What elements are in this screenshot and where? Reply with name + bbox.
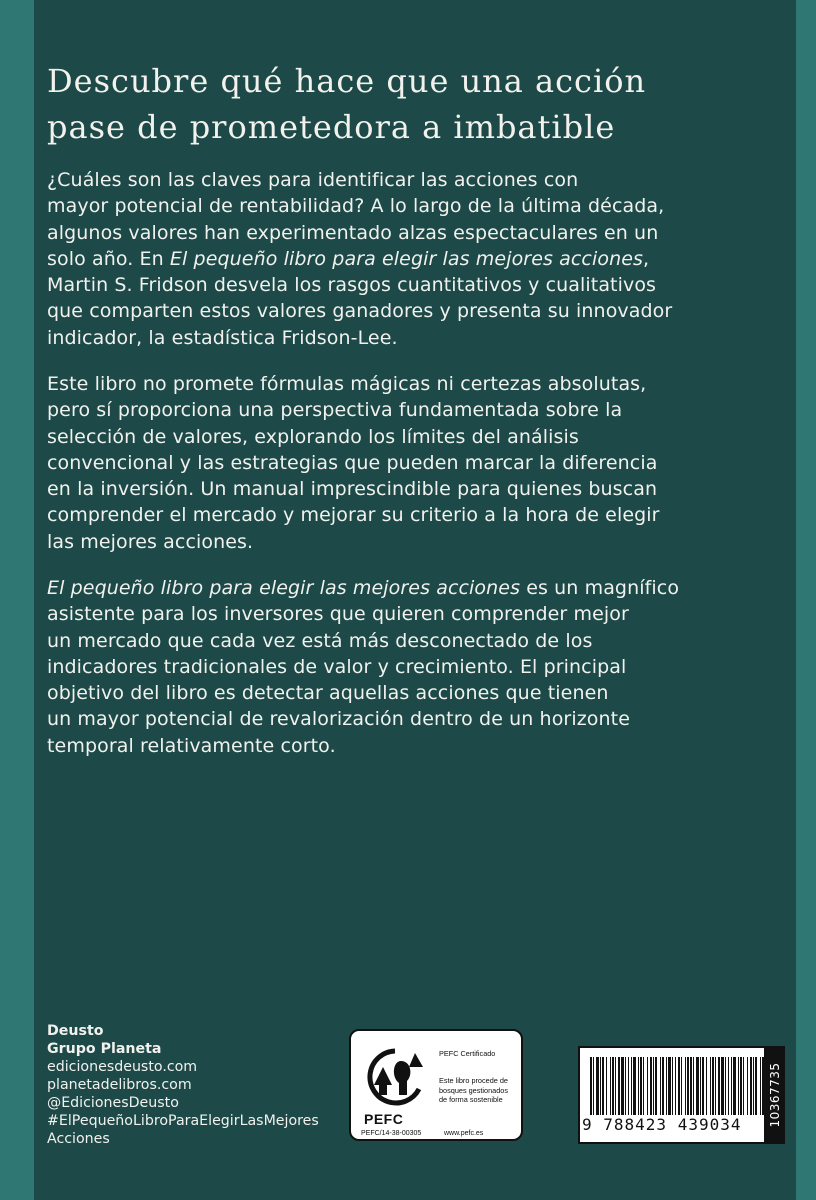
barcode-bar [718, 1057, 720, 1115]
barcode-bar [593, 1057, 594, 1115]
publisher-website: edicionesdeusto.com [47, 1059, 198, 1075]
internal-code: 10367735 [767, 1062, 782, 1128]
publisher-social-handle: @EdicionesDeusto [47, 1095, 179, 1111]
blurb-paragraph-3 [47, 575, 782, 759]
barcode-bar [731, 1057, 732, 1115]
barcode-bar [728, 1057, 729, 1115]
publisher-hashtag-cont: Acciones [47, 1131, 110, 1147]
blurb-line: que comparten estos valores ganadores y presenta su innovador [47, 300, 673, 323]
pefc-desc-line: Este libro procede de [439, 1076, 508, 1085]
publisher-group: Grupo Planeta [47, 1041, 162, 1057]
barcode-bar [650, 1057, 652, 1115]
barcode-bar [733, 1057, 736, 1115]
book-title-italic: El pequeño libro para elegir las mejores acciones [47, 577, 521, 599]
barcode-bar [747, 1057, 748, 1115]
blurb-line [47, 575, 782, 601]
barcode-bar [666, 1057, 667, 1115]
barcode-bar [668, 1057, 671, 1115]
barcode-bar [653, 1057, 654, 1115]
headline-line: pase de prometedora a imbatible [47, 108, 616, 146]
barcode-bar [612, 1057, 614, 1115]
barcode-bar [743, 1057, 744, 1115]
barcode-bar [615, 1057, 616, 1115]
blurb-line: temporal relativamente corto. [47, 734, 336, 757]
isbn-number: 9 788423 439034 [582, 1115, 742, 1134]
blurb-line: mayor potencial de rentabilidad? A lo largo de la última década, [47, 195, 665, 218]
barcode-bar [712, 1057, 714, 1115]
barcode-bar [640, 1057, 642, 1115]
barcode-bar [725, 1057, 726, 1115]
blurb-line: algunos valores han experimentado alzas espectaculares en un [47, 221, 659, 244]
pefc-tree-icon [365, 1045, 425, 1109]
barcode-bar [672, 1057, 673, 1115]
barcode-bar [681, 1057, 682, 1115]
barcode-bar [647, 1057, 648, 1115]
barcode-bar [690, 1057, 692, 1115]
barcode-bar [655, 1057, 657, 1115]
blurb-paragraph-2 [47, 371, 782, 555]
publisher-website: planetadelibros.com [47, 1077, 192, 1093]
barcode-bar [738, 1057, 739, 1115]
barcode-bar [687, 1057, 689, 1115]
blurb-line: un mercado que cada vez está más desconectado de los [47, 629, 593, 652]
isbn-barcode [578, 1046, 785, 1144]
pefc-license-code: PEFC/14-38-00305 [361, 1130, 422, 1137]
barcode-bar [628, 1057, 629, 1115]
blurb-paragraph-1 [47, 167, 782, 351]
blurb-line: convencional y las estrategias que pueden marcar la diferencia [47, 451, 658, 474]
blurb-line [47, 246, 782, 272]
barcode-bar [621, 1057, 624, 1115]
barcode-bar [706, 1057, 707, 1115]
blurb-line: comprender el mercado y mejorar su criterio a la hora de elegir [47, 504, 660, 527]
barcode-bar [750, 1057, 752, 1115]
barcode-bar [633, 1057, 636, 1115]
barcode-bar [631, 1057, 632, 1115]
pefc-logo-text: PEFC [364, 1111, 404, 1127]
pefc-desc-line: bosques gestionados [439, 1085, 508, 1095]
publisher-info [47, 1022, 319, 1148]
barcode-bar [753, 1057, 754, 1115]
publisher-name: Deusto [47, 1023, 104, 1039]
blurb-line: Martin S. Fridson desvela los rasgos cuantitativos y cualitativos [47, 274, 657, 297]
internal-code-strip [764, 1046, 785, 1144]
barcode-bar [702, 1057, 704, 1115]
blurb-line: en la inversión. Un manual imprescindible para quienes buscan [47, 478, 658, 501]
blurb-text: solo año. En [47, 247, 170, 270]
pefc-url: www.pefc.es [444, 1130, 484, 1137]
barcode-bar [740, 1057, 742, 1115]
barcode-bar [625, 1057, 626, 1115]
blurb-line: asistente para los inversores que quieren comprender mejor [47, 603, 629, 626]
barcode-bar [618, 1057, 620, 1115]
barcode-bar [606, 1057, 607, 1115]
pefc-certified-label: PEFC Certificado [439, 1049, 496, 1058]
barcode-bar [643, 1057, 644, 1115]
headline-line: Descubre qué hace que una acción [47, 62, 647, 100]
pefc-certification-label [349, 1029, 523, 1141]
barcode-bar [675, 1057, 676, 1115]
barcode-bar [600, 1057, 601, 1115]
barcode-bar [755, 1057, 757, 1115]
barcode-bar [590, 1057, 592, 1115]
book-title-italic: El pequeño libro para elegir las mejores acciones [169, 247, 644, 270]
blurb-line: indicadores tradicionales de valor y crecimiento. El principal [47, 655, 627, 678]
blurb-text: , [643, 247, 650, 270]
blurb-line: pero sí proporciona una perspectiva fundamentada sobre la [47, 399, 623, 422]
barcode-bar [662, 1057, 664, 1115]
blurb-line: ¿Cuáles son las claves para identificar las acciones con [47, 169, 579, 191]
blurb-line: Este libro no promete fórmulas mágicas ni certezas absolutas, [47, 373, 647, 395]
barcode-bar [700, 1057, 701, 1115]
blurb-line: selección de valores, explorando los límites del análisis [47, 425, 579, 448]
barcode-bar [693, 1057, 694, 1115]
barcode-bar [685, 1057, 686, 1115]
blurb-line: un mayor potencial de revalorización dentro de un horizonte [47, 708, 630, 731]
barcode-bar [638, 1057, 639, 1115]
blurb-line: las mejores acciones. [47, 530, 254, 553]
barcode-bar [602, 1057, 604, 1115]
barcode-bar [610, 1057, 611, 1115]
publisher-hashtag: #ElPequeñoLibroParaElegirLasMejores [47, 1113, 319, 1129]
barcode-bar [710, 1057, 711, 1115]
cover-headline [47, 58, 727, 150]
barcode-bar [660, 1057, 661, 1115]
barcode-bar [760, 1057, 761, 1115]
barcode-bar [721, 1057, 724, 1115]
barcode-bar [596, 1057, 599, 1115]
pefc-desc-line: de forma sostenible [439, 1095, 503, 1104]
barcode-bar [715, 1057, 716, 1115]
barcode-bar [696, 1057, 699, 1115]
barcode-bar [678, 1057, 680, 1115]
blurb-text: es un magnífico [520, 577, 680, 599]
pefc-description [439, 1076, 508, 1105]
blurb-line: objetivo del libro es detectar aquellas acciones que tienen [47, 682, 609, 705]
barcode-bars [590, 1057, 768, 1115]
blurb-line: indicador, la estadística Fridson-Lee. [47, 326, 398, 349]
